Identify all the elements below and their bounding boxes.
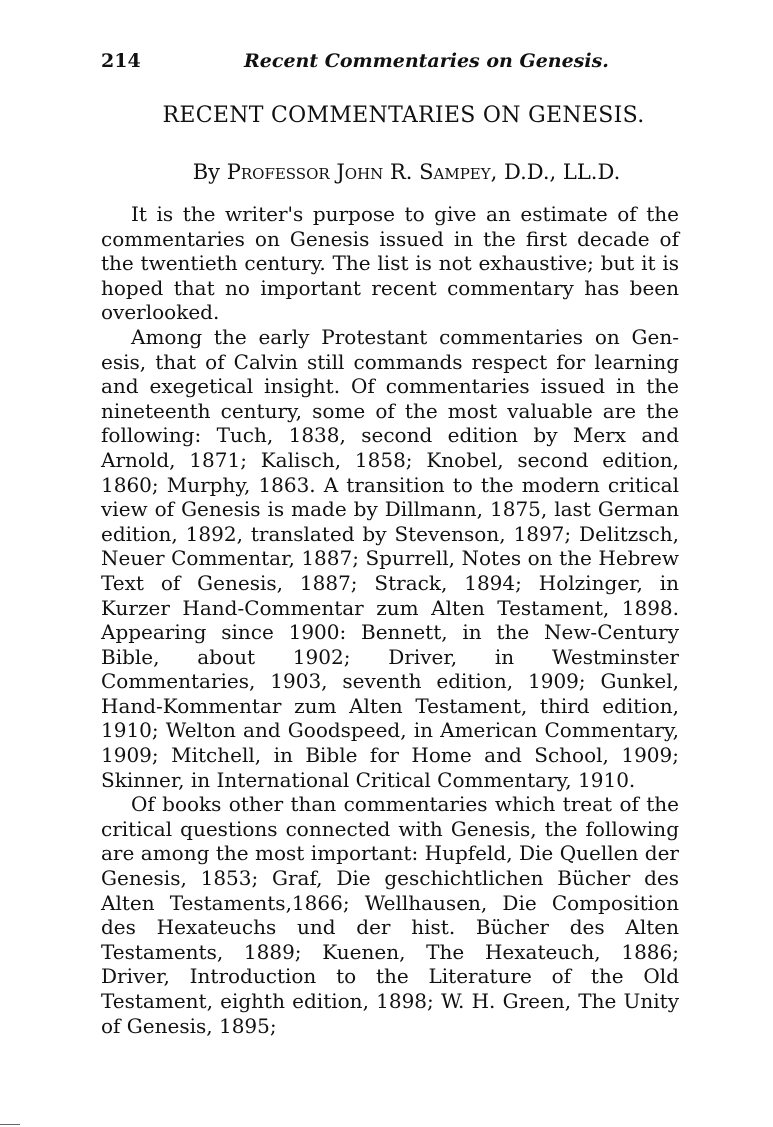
byline-prefix: By: [192, 160, 221, 184]
paragraph: Of books other than commentaries which treat of the critical questions connected with Genesis, the following are among the most important: Hupfeld, Die Quellen der Genesis, 1853; Graf, Die geschichtlichen Bücher des Alten Testaments,1866; Wellhausen, Die Composition des Hexateuchs und der hist. Bücher des Alten Testaments, 1889; Kuenen, The Hexateuch, 1886; Driver, Introduction to the Literature of the Old Testament, eighth edition, 1898; W. H. Green, The Unity of Genesis, 1895;: [101, 792, 679, 1038]
byline-author-name: John R. Sampey,: [336, 160, 498, 184]
article-title: RECENT COMMENTARIES ON GENESIS.: [162, 103, 645, 128]
page-number: 214: [101, 50, 141, 72]
article-body: [101, 202, 679, 1038]
scan-edge-mark: [0, 1124, 20, 1125]
byline-degrees: D.D., LL.D.: [504, 160, 621, 184]
paragraph: Among the early Protestant commentaries on Genesis, that of Calvin still commands respect for learning and exegetical insight. Of commentaries issued in the nineteenth century, some of the most valuable are the following: Tuch, 1838, second edition by Merx and Arnold, 1871; Kalisch, 1858; Knobel, second edition, 1860; Murphy, 1863. A transition to the modern critical view of Genesis is made by Dillmann, 1875, last German edition, 1892, translated by Stevenson, 1897; Delitzsch, Neuer Commentar, 1887; Spurrell, Notes on the Hebrew Text of Genesis, 1887; Strack, 1894; Holzinger, in Kurzer Hand-Commentar zum Alten Testament, 1898. Appearing since 1900: Bennett, in the New-Century Bible, about 1902; Driver, in Westminster Commentaries, 1903, seventh edition, 1909; Gunkel, Hand-Kommentar zum Alten Testament, third edition, 1910; Welton and Goodspeed, in American Commentary, 1909; Mitchell, in Bible for Home and School, 1909; Skinner, in International Critical Commentary, 1910.: [101, 324, 679, 792]
running-title: Recent Commentaries on Genesis.: [244, 50, 609, 72]
paragraph: It is the writer's purpose to give an estimate of the commentaries on Genesis issued in the first decade of the twentieth century. The list is not exhaustive; but it is hoped that no important recent commentary has been overlooked.: [101, 202, 679, 325]
article-byline: [0, 160, 773, 184]
running-head: [101, 50, 681, 76]
byline-rank: Professor: [226, 160, 330, 184]
